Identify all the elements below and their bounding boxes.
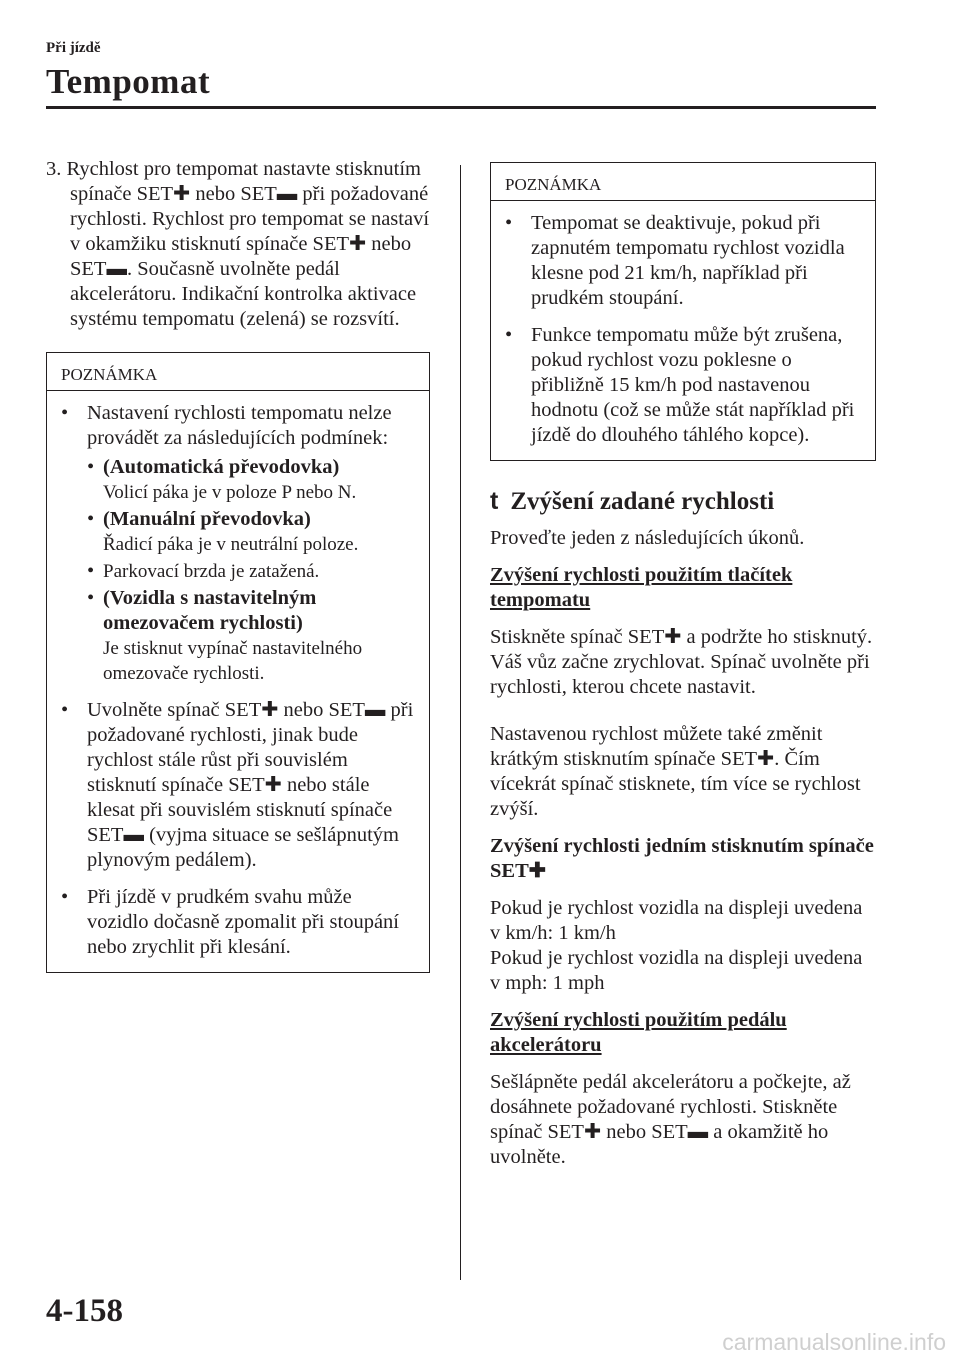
sub-bullet-text: Parkovací brzda je zatažená. bbox=[103, 561, 320, 582]
sub-bullet bbox=[87, 455, 415, 505]
note-heading: POZNÁMKA bbox=[61, 365, 158, 384]
page-title: Tempomat bbox=[46, 62, 211, 101]
column-divider bbox=[460, 165, 461, 1280]
note-bullet-text: Nastavení rychlosti tempomatu nelze provádět za následujících podmínek: bbox=[87, 402, 392, 449]
note-bullet bbox=[61, 401, 415, 686]
section-heading-text: Zvýšení zadané rychlosti bbox=[510, 488, 775, 515]
subheading-buttons: Zvýšení rychlosti použitím tlačítek tempomatu bbox=[490, 564, 793, 611]
subheading-accelerator: Zvýšení rychlosti použitím pedálu akcelerátoru bbox=[490, 1009, 787, 1056]
sub-bullet bbox=[87, 507, 415, 557]
note-bullet bbox=[61, 698, 415, 873]
step-3: 3. Rychlost pro tempomat nastavte stisknutím spínače SET✚ nebo SET▬ při požadované rychlosti. Rychlost pro tempomat se nastaví v okamžiku stisknutí spínače SET✚ nebo SET▬. Současně uvolněte pedál akcelerátoru. Indikační kontrolka aktivace systému tempomatu (zelená) se rozsvítí. bbox=[46, 158, 430, 330]
bullet-icon: • bbox=[61, 402, 69, 424]
section-label: Při jízdě bbox=[46, 40, 101, 56]
sub-bullet-text: Volicí páka je v poloze P nebo N. bbox=[103, 482, 357, 503]
paragraph: Nastavenou rychlost můžete také změnit krátkým stisknutím spínače SET✚. Čím vícekrát spínač stisknete, tím více se rychlost zvýší. bbox=[490, 723, 861, 820]
note-bullet-text: Funkce tempomatu může být zrušena, pokud rychlost vozu poklesne o přibližně 15 km/h pod nastavenou hodnotu (což se může stát například při jízdě do dlouhého táhlého kopce). bbox=[531, 324, 855, 446]
sub-bullet bbox=[87, 586, 415, 686]
header-rule bbox=[46, 106, 876, 109]
page-number: 4-158 bbox=[46, 1293, 123, 1329]
note-box-right bbox=[490, 162, 876, 461]
paragraph: Stiskněte spínač SET✚ a podržte ho stisknutý. Váš vůz začne zrychlovat. Spínač uvolněte při rychlosti, kterou chcete nastavit. bbox=[490, 626, 873, 698]
note-bullet bbox=[505, 323, 861, 448]
bullet-icon: • bbox=[87, 560, 95, 582]
section-heading bbox=[490, 489, 876, 514]
note-bullet-text: Tempomat se deaktivuje, pokud při zapnutém tempomatu rychlost vozidla klesne pod 21 km/h, například při prudkém stoupání. bbox=[531, 212, 845, 309]
sub-bullet-text: Je stisknut vypínač nastavitelného omezovače rychlosti. bbox=[103, 638, 363, 684]
watermark: carmanualsonline.info bbox=[722, 1329, 946, 1355]
bullet-icon: • bbox=[61, 699, 69, 721]
note-bullet bbox=[505, 211, 861, 311]
bullet-icon: • bbox=[505, 324, 513, 346]
left-column bbox=[46, 157, 430, 973]
note-box-left bbox=[46, 352, 430, 973]
paragraph: Sešlápněte pedál akcelerátoru a počkejte, až dosáhnete požadované rychlosti. Stiskněte spínač SET✚ nebo SET▬ a okamžitě ho uvolněte. bbox=[490, 1071, 851, 1168]
bullet-icon: • bbox=[87, 508, 95, 530]
note-bullet-text: Při jízdě v prudkém svahu může vozidlo dočasně zpomalit při stoupání nebo zrychlit při klesání. bbox=[87, 886, 399, 958]
intro-text: Proveďte jeden z následujících úkonů. bbox=[490, 527, 805, 549]
right-column bbox=[490, 170, 876, 1170]
bullet-icon: • bbox=[87, 587, 95, 609]
subheading-single-press: Zvýšení rychlosti jedním stisknutím spínače SET✚ bbox=[490, 835, 874, 882]
note-bullet bbox=[61, 885, 415, 960]
bullet-icon: • bbox=[505, 212, 513, 234]
paragraph: Pokud je rychlost vozidla na displeji uvedena v km/h: 1 km/h bbox=[490, 897, 863, 944]
note-bullet-text: Uvolněte spínač SET✚ nebo SET▬ při požadované rychlosti, jinak bude rychlost stále růst při souvislém stisknutí spínače SET✚ nebo stále klesat při souvislém stisknutí spínače SET▬ (vyjma situace se sešlápnutým plynovým pedálem). bbox=[87, 699, 414, 871]
sub-bullet bbox=[87, 559, 415, 584]
sub-bullet-title: (Vozidla s nastavitelným omezovačem rychlosti) bbox=[103, 587, 317, 634]
sub-bullet-title: (Automatická převodovka) bbox=[103, 456, 340, 478]
sub-bullet-text: Řadicí páka je v neutrální poloze. bbox=[103, 534, 359, 555]
sub-bullet-title: (Manuální převodovka) bbox=[103, 508, 311, 530]
paragraph: Pokud je rychlost vozidla na displeji uvedena v mph: 1 mph bbox=[490, 947, 863, 994]
note-heading: POZNÁMKA bbox=[505, 175, 602, 194]
bullet-icon: • bbox=[61, 886, 69, 908]
section-marker-icon: t bbox=[490, 487, 499, 515]
bullet-icon: • bbox=[87, 456, 95, 478]
